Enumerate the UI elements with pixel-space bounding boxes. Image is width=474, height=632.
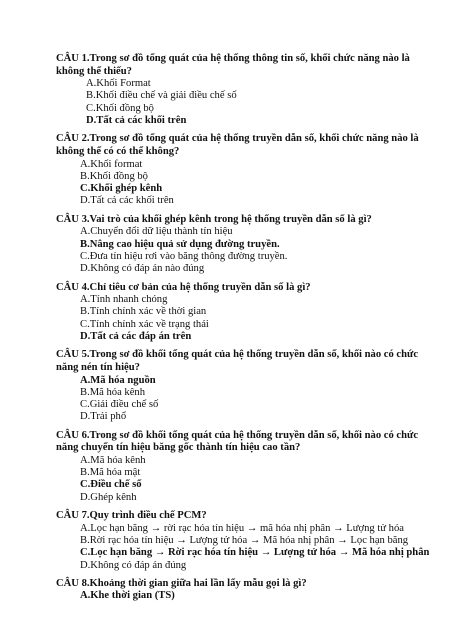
answer-option: C.Giải điều chế số — [80, 399, 159, 411]
answer-option: C.Đưa tín hiệu rơi vào băng thông đường truyền. — [80, 250, 288, 262]
answer-option: A.Khối Format — [86, 78, 151, 90]
answer-option: C.Khối đồng bộ — [86, 102, 154, 114]
question-title: CÂU 1.Trong sơ đồ tổng quát của hệ thống thông tin số, khối chức năng nào là không thể thiếu? — [56, 53, 410, 77]
question-title: CÂU 7.Quy trình điều chế PCM? — [56, 510, 207, 522]
question-7 — [56, 510, 434, 572]
answer-option: B.Rời rạc hóa tín hiệu → Lượng tử hóa → Mã hóa nhị phân → Lọc hạn băng — [80, 534, 409, 546]
question-title: CÂU 8.Khoảng thời gian giữa hai lần lấy mẫu gọi là gì? — [56, 577, 307, 589]
question-title: CÂU 4.Chỉ tiêu cơ bản của hệ thống truyền dẫn số là gì? — [56, 281, 311, 293]
answer-option: B.Khối điều chế và giải điều chế số — [86, 90, 237, 102]
question-2 — [56, 133, 434, 207]
answer-option-correct: C.Điều chế số — [80, 479, 142, 491]
answer-option-correct: C.Khối ghép kênh — [80, 183, 163, 195]
question-1 — [56, 53, 434, 127]
answer-option: A.Khối format — [80, 158, 143, 170]
answer-option: B.Tính chính xác về thời gian — [80, 306, 207, 318]
question-5 — [56, 349, 434, 423]
question-title: CÂU 3.Vai trò của khối ghép kênh trong hệ thống truyền dẫn số là gì? — [56, 213, 372, 225]
answer-option-correct: A.Mã hóa nguồn — [80, 374, 156, 386]
question-3 — [56, 214, 434, 276]
answer-option: D.Trải phổ — [80, 411, 127, 423]
answer-option-correct: B.Nâng cao hiệu quả sử dụng đường truyền. — [80, 238, 280, 250]
question-title: CÂU 5.Trong sơ đồ khối tổng quát của hệ thống truyền dẫn số, khối nào có chức năng nén tín hiệu? — [56, 349, 419, 373]
question-title: CÂU 6.Trong sơ đồ khối tổng quát của hệ thống truyền dẫn số, khối nào có chức năng chuyển tín hiệu băng gốc thành tín hiệu cao tần? — [56, 429, 419, 454]
answer-option: D.Ghép kênh — [80, 491, 137, 503]
question-8 — [56, 578, 434, 603]
answer-option: C.Tính chính xác về trạng thái — [80, 318, 209, 330]
answer-option: A.Mã hóa kênh — [80, 454, 146, 466]
answer-option: D.Không có đáp án nào đúng — [80, 263, 205, 275]
question-4 — [56, 282, 434, 344]
answer-option: B.Khối đồng bộ — [80, 170, 148, 182]
answer-option-correct: D.Tất cả các khối trên — [86, 115, 187, 127]
question-6 — [56, 430, 434, 504]
answer-option-correct: D.Tất cả các đáp án trên — [80, 331, 192, 343]
answer-option-correct: C.Lọc hạn băng → Rời rạc hóa tín hiệu → Lượng tử hóa → Mã hóa nhị phân — [80, 547, 430, 559]
answer-option: A.Chuyển đổi dữ liệu thành tín hiệu — [80, 226, 233, 238]
answer-option: A.Tính nhanh chóng — [80, 294, 168, 306]
answer-option: B.Mã hóa kênh — [80, 386, 146, 398]
answer-option: D.Không có đáp án đúng — [80, 559, 187, 571]
answer-option: B.Mã hóa mật — [80, 467, 141, 479]
question-title: CÂU 2.Trong sơ đồ tổng quát của hệ thống truyền dẫn số, khối chức năng nào là không thể có có thể không? — [56, 133, 419, 157]
answer-option: A.Lọc hạn băng → rời rạc hóa tín hiệu → mã hóa nhị phân → Lượng tử hóa — [80, 522, 404, 534]
answer-option: D.Tất cả các khối trên — [80, 195, 174, 207]
answer-option-correct: A.Khe thời gian (TS) — [80, 590, 175, 602]
